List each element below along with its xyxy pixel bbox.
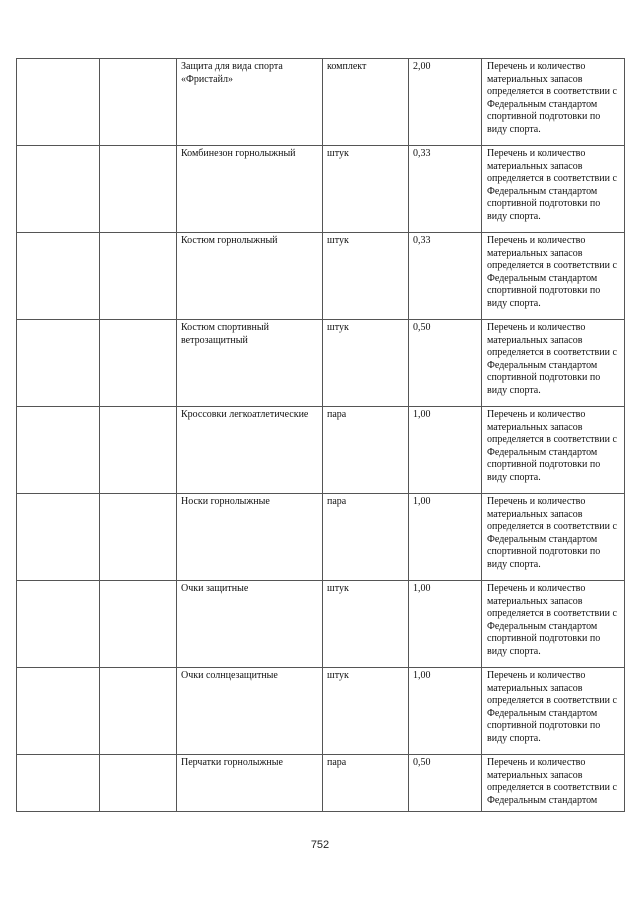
table-row: [17, 494, 625, 581]
section-cell: [17, 320, 100, 407]
note-cell: Перечень и количество материальных запасов определяется в соответствии с Федеральным стандартом спортивной подготовки по виду спорта.: [482, 407, 625, 494]
subsection-cell: [100, 146, 177, 233]
table-row: [17, 320, 625, 407]
table-row: [17, 668, 625, 755]
item-name-cell: Очки солнцезащитные: [177, 668, 323, 755]
note-cell: Перечень и количество материальных запасов определяется в соответствии с Федеральным стандартом спортивной подготовки по виду спорта.: [482, 146, 625, 233]
quantity-cell: 1,00: [409, 407, 482, 494]
table-row: [17, 146, 625, 233]
subsection-cell: [100, 494, 177, 581]
unit-cell: штук: [323, 668, 409, 755]
table-row: [17, 233, 625, 320]
unit-cell: пара: [323, 494, 409, 581]
subsection-cell: [100, 755, 177, 812]
unit-cell: комплект: [323, 59, 409, 146]
subsection-cell: [100, 668, 177, 755]
note-cell: Перечень и количество материальных запасов определяется в соответствии с Федеральным стандартом спортивной подготовки по виду спорта.: [482, 320, 625, 407]
table-row: [17, 581, 625, 668]
section-cell: [17, 755, 100, 812]
unit-cell: штук: [323, 581, 409, 668]
quantity-cell: 0,50: [409, 755, 482, 812]
unit-cell: штук: [323, 320, 409, 407]
item-name-cell: Очки защитные: [177, 581, 323, 668]
unit-cell: штук: [323, 146, 409, 233]
note-cell: Перечень и количество материальных запасов определяется в соответствии с Федеральным стандартом спортивной подготовки по виду спорта.: [482, 581, 625, 668]
subsection-cell: [100, 233, 177, 320]
table-row: [17, 407, 625, 494]
quantity-cell: 1,00: [409, 668, 482, 755]
quantity-cell: 1,00: [409, 494, 482, 581]
item-name-cell: Защита для вида спорта «Фристайл»: [177, 59, 323, 146]
unit-cell: пара: [323, 407, 409, 494]
note-cell: Перечень и количество материальных запасов определяется в соответствии с Федеральным стандартом спортивной подготовки по виду спорта.: [482, 233, 625, 320]
subsection-cell: [100, 320, 177, 407]
item-name-cell: Комбинезон горнолыжный: [177, 146, 323, 233]
table-row: [17, 59, 625, 146]
note-cell: [482, 755, 625, 812]
item-name-cell: Перчатки горнолыжные: [177, 755, 323, 812]
unit-cell: штук: [323, 233, 409, 320]
unit-cell: пара: [323, 755, 409, 812]
quantity-cell: 1,00: [409, 581, 482, 668]
section-cell: [17, 233, 100, 320]
subsection-cell: [100, 407, 177, 494]
table-row: [17, 755, 625, 812]
section-cell: [17, 407, 100, 494]
note-text: Перечень и количество материальных запасов определяется в соответствии с Федеральным стандартом: [487, 757, 617, 806]
section-cell: [17, 668, 100, 755]
section-cell: [17, 146, 100, 233]
quantity-cell: 2,00: [409, 59, 482, 146]
item-name-cell: Носки горнолыжные: [177, 494, 323, 581]
note-cell: Перечень и количество материальных запасов определяется в соответствии с Федеральным стандартом спортивной подготовки по виду спорта.: [482, 668, 625, 755]
item-name-cell: Кроссовки легкоатлетические: [177, 407, 323, 494]
note-cell: Перечень и количество материальных запасов определяется в соответствии с Федеральным стандартом спортивной подготовки по виду спорта.: [482, 494, 625, 581]
section-cell: [17, 59, 100, 146]
subsection-cell: [100, 581, 177, 668]
note-cell: Перечень и количество материальных запасов определяется в соответствии с Федеральным стандартом спортивной подготовки по виду спорта.: [482, 59, 625, 146]
materials-table: [16, 58, 625, 812]
quantity-cell: 0,33: [409, 233, 482, 320]
subsection-cell: [100, 59, 177, 146]
item-name-cell: Костюм спортивный ветрозащитный: [177, 320, 323, 407]
item-name-cell: Костюм горнолыжный: [177, 233, 323, 320]
section-cell: [17, 581, 100, 668]
section-cell: [17, 494, 100, 581]
page-number: 752: [310, 839, 330, 851]
quantity-cell: 0,33: [409, 146, 482, 233]
quantity-cell: 0,50: [409, 320, 482, 407]
